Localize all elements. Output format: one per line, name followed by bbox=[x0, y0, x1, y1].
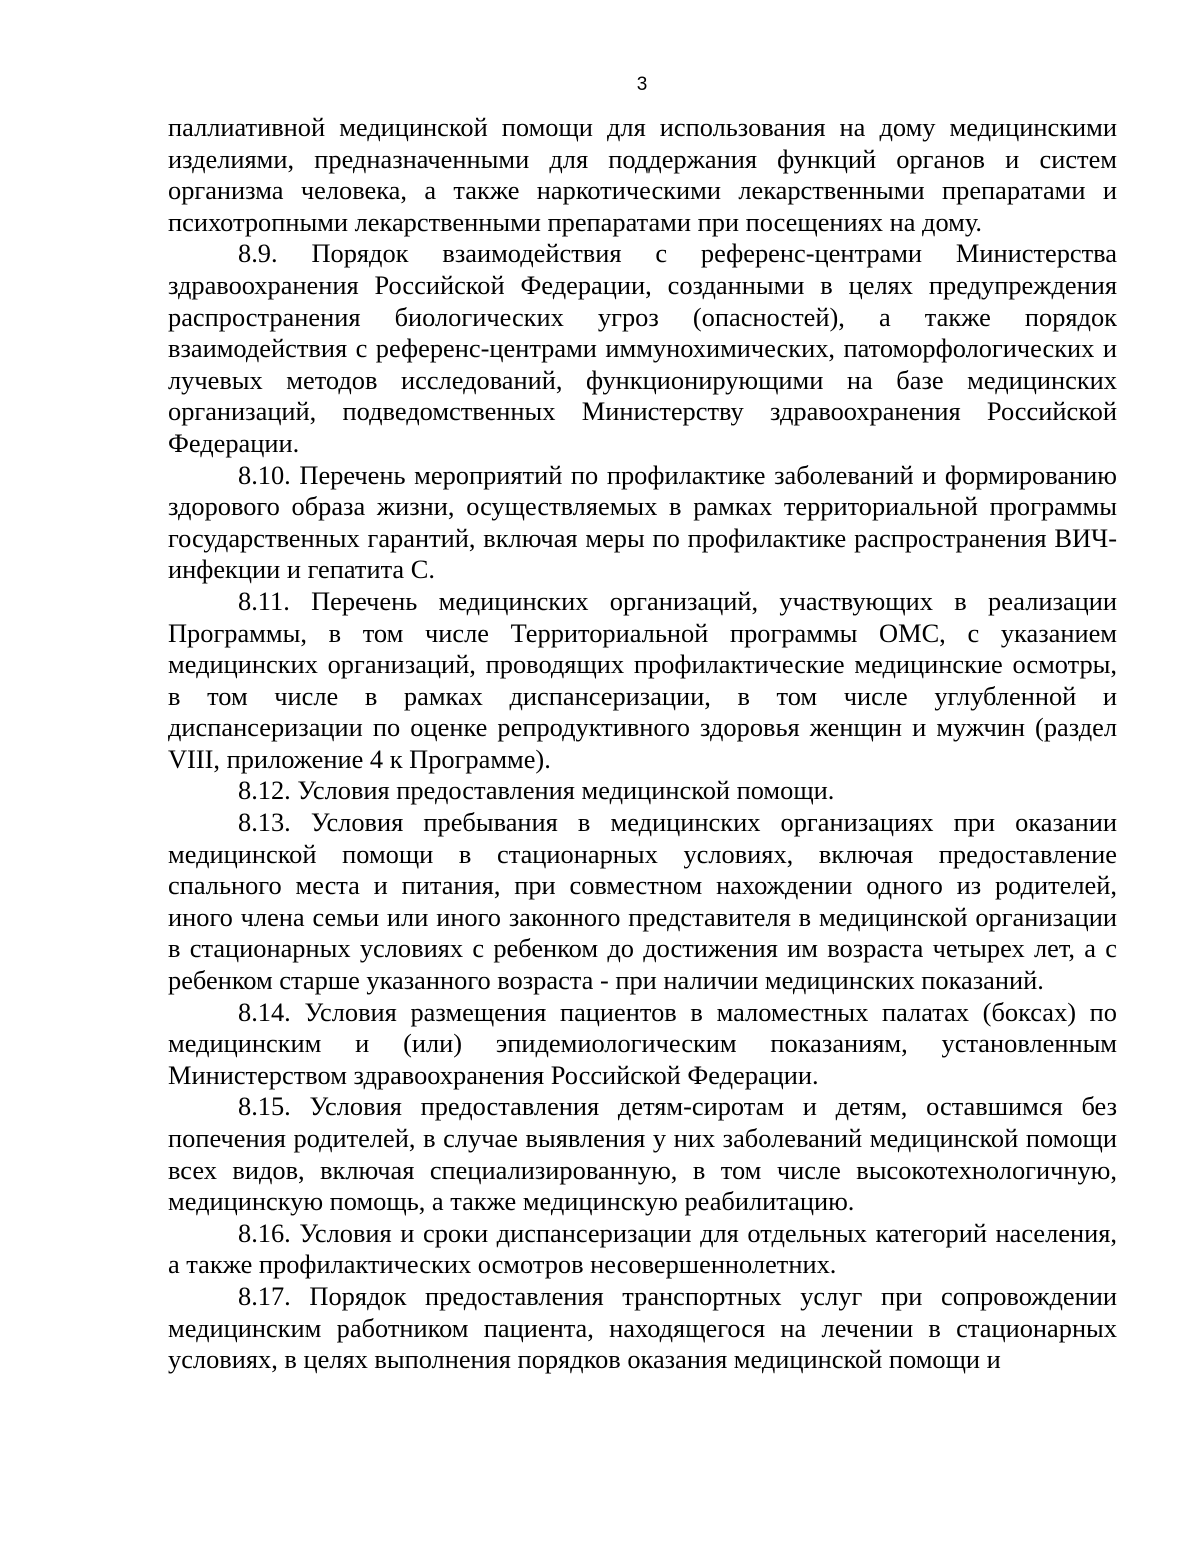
paragraph-8-17: 8.17. Порядок предоставления транспортных услуг при сопровождении медицинским работником пациента, находящегося на лечении в стационарных условиях, в целях выполнения порядков оказания медицинской помощи и bbox=[168, 1280, 1117, 1375]
paragraph-8-13: 8.13. Условия пребывания в медицинских организациях при оказании медицинской помощи в стационарных условиях, включая предоставление спального места и питания, при совместном нахождении одного из родителей, иного члена семьи или иного законного представителя в медицинской организации в стационарных условиях с ребенком до достижения им возраста четырех лет, а с ребенком старше указанного возраста - при наличии медицинских показаний. bbox=[168, 807, 1117, 996]
paragraph-continuation: паллиативной медицинской помощи для использования на дому медицинскими изделиями, предназначенными для поддержания функций органов и систем организма человека, а также наркотическими лекарственными препаратами и психотропными лекарственными препаратами при посещениях на дому. bbox=[168, 112, 1117, 237]
paragraph-8-14: 8.14. Условия размещения пациентов в маломестных палатах (боксах) по медицинским и (или) эпидемиологическим показаниям, установленным Министерством здравоохранения Российской Федерации. bbox=[168, 996, 1117, 1090]
page-number: 3 bbox=[636, 74, 648, 95]
paragraph-8-12: 8.12. Условия предоставления медицинской помощи. bbox=[238, 775, 835, 806]
paragraph-8-10: 8.10. Перечень мероприятий по профилактике заболеваний и формированию здорового образа жизни, осуществляемых в рамках территориальной программы государственных гарантий, включая меры по профилактике распространения ВИЧ- инфекции и гепатита С. bbox=[168, 459, 1117, 585]
document-body bbox=[168, 112, 1117, 1376]
paragraph-8-9: 8.9. Порядок взаимодействия с референс-центрами Министерства здравоохранения Российской Федерации, созданными в целях предупреждения распространения биологических угроз (опасностей), а также порядок взаимодействия с референс-центрами иммунохимических, патоморфологических и лучевых методов исследований, функционирующими на базе медицинских организаций, подведомственных Министерству здравоохранения Российской Федерации. bbox=[168, 238, 1117, 458]
paragraph-8-16: 8.16. Условия и сроки диспансеризации для отдельных категорий населения, а также профилактических осмотров несовершеннолетних. bbox=[168, 1217, 1117, 1280]
paragraph-8-15: 8.15. Условия предоставления детям-сиротам и детям, оставшимся без попечения родителей, в случае выявления у них заболеваний медицинской помощи всех видов, включая специализированную, в том числе высокотехнологичную, медицинскую помощь, а также медицинскую реабилитацию. bbox=[168, 1091, 1117, 1217]
paragraph-8-11: 8.11. Перечень медицинских организаций, участвующих в реализации Программы, в том числе Территориальной программы ОМС, с указанием медицинских организаций, проводящих профилактические медицинские осмотры, в том числе в рамках диспансеризации, в том числе углубленной и диспансеризации по оценке репродуктивного здоровья женщин и мужчин (раздел VIII, приложение 4 к Программе). bbox=[168, 585, 1117, 774]
